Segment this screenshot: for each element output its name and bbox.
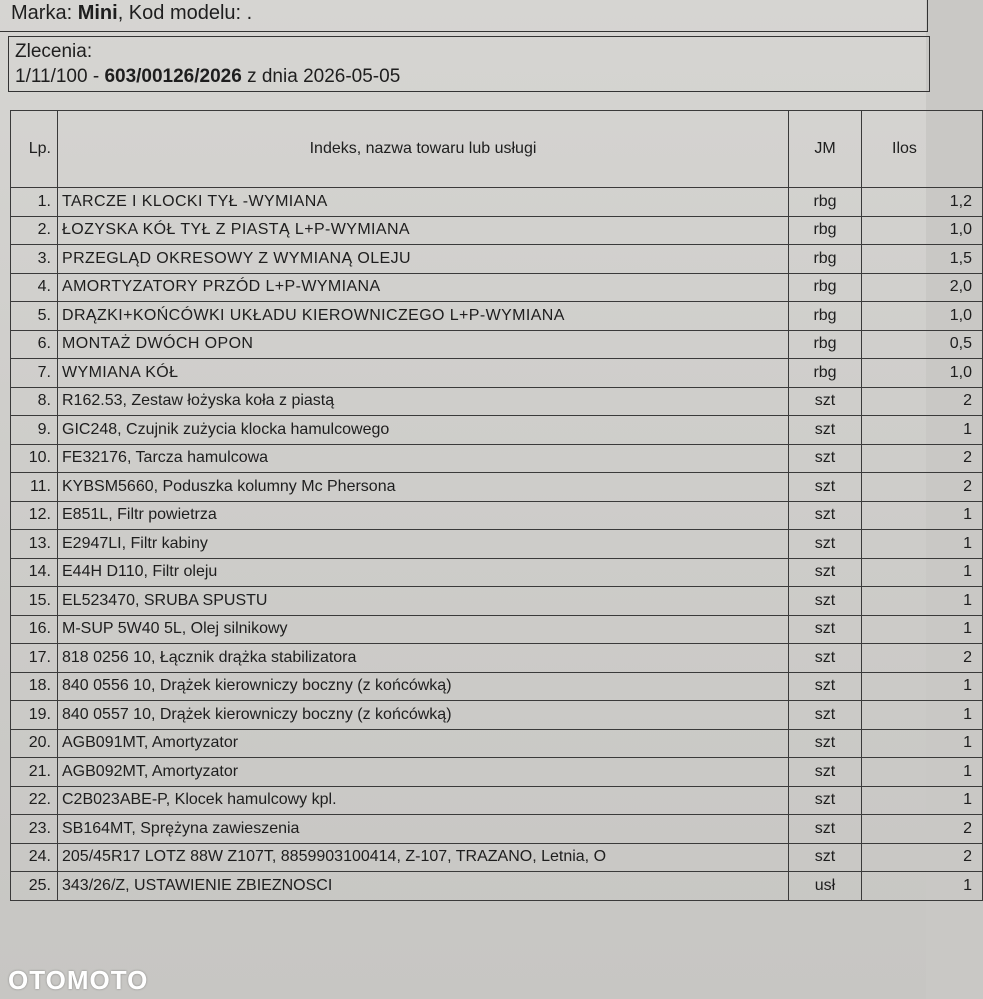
otomoto-watermark-logo: OTOMOTO [8, 965, 149, 995]
order-box [8, 36, 930, 92]
row-lp: 25. [11, 872, 58, 901]
row-jm: szt [789, 815, 862, 844]
table-row [11, 587, 983, 616]
row-name: 343/26/Z, USTAWIENIE ZBIEZNOSCI [58, 872, 789, 901]
row-qty: 1 [862, 416, 983, 445]
row-lp: 17. [11, 644, 58, 673]
row-jm: rbg [789, 216, 862, 245]
row-lp: 18. [11, 672, 58, 701]
row-jm: szt [789, 786, 862, 815]
row-jm: rbg [789, 330, 862, 359]
row-qty: 1 [862, 701, 983, 730]
row-qty: 1,5 [862, 245, 983, 274]
table-row [11, 273, 983, 302]
row-name: 840 0557 10, Drążek kierowniczy boczny (z końcówką) [58, 701, 789, 730]
row-jm: szt [789, 587, 862, 616]
row-name: WYMIANA KÓŁ [58, 359, 789, 388]
table-row [11, 530, 983, 559]
table-row [11, 302, 983, 331]
row-lp: 2. [11, 216, 58, 245]
row-name: R162.53, Zestaw łożyska koła z piastą [58, 387, 789, 416]
row-name: 840 0556 10, Drążek kierowniczy boczny (z końcówką) [58, 672, 789, 701]
items-table [10, 110, 983, 901]
order-date: z dnia 2026-05-05 [241, 66, 401, 87]
row-jm: rbg [789, 245, 862, 274]
header-name: Indeks, nazwa towaru lub usługi [58, 111, 789, 188]
table-row [11, 729, 983, 758]
row-name: E2947LI, Filtr kabiny [58, 530, 789, 559]
row-qty: 2 [862, 473, 983, 502]
table-row [11, 644, 983, 673]
row-jm: szt [789, 558, 862, 587]
row-lp: 23. [11, 815, 58, 844]
row-qty: 1 [862, 758, 983, 787]
table-row [11, 387, 983, 416]
row-name: FE32176, Tarcza hamulcowa [58, 444, 789, 473]
vehicle-info-box [0, 0, 928, 32]
row-name: KYBSM5660, Poduszka kolumny Mc Phersona [58, 473, 789, 502]
row-qty: 2,0 [862, 273, 983, 302]
row-jm: szt [789, 444, 862, 473]
row-jm: usł [789, 872, 862, 901]
row-lp: 16. [11, 615, 58, 644]
row-name: PRZEGLĄD OKRESOWY Z WYMIANĄ OLEJU [58, 245, 789, 274]
row-jm: szt [789, 843, 862, 872]
row-name: M-SUP 5W40 5L, Olej silnikowy [58, 615, 789, 644]
row-jm: szt [789, 416, 862, 445]
row-jm: szt [789, 501, 862, 530]
table-row [11, 188, 983, 217]
row-lp: 9. [11, 416, 58, 445]
table-row [11, 843, 983, 872]
row-qty: 2 [862, 843, 983, 872]
row-jm: rbg [789, 188, 862, 217]
table-row [11, 444, 983, 473]
row-lp: 21. [11, 758, 58, 787]
row-jm: rbg [789, 302, 862, 331]
row-lp: 6. [11, 330, 58, 359]
row-name: DRĄZKI+KOŃCÓWKI UKŁADU KIEROWNICZEGO L+P-WYMIANA [58, 302, 789, 331]
row-lp: 1. [11, 188, 58, 217]
table-row [11, 701, 983, 730]
row-qty: 1,0 [862, 359, 983, 388]
row-qty: 1 [862, 786, 983, 815]
table-row [11, 416, 983, 445]
header-qty: Ilos [862, 111, 983, 188]
row-name: SB164MT, Sprężyna zawieszenia [58, 815, 789, 844]
row-lp: 10. [11, 444, 58, 473]
header-jm: JM [789, 111, 862, 188]
row-lp: 15. [11, 587, 58, 616]
table-row [11, 216, 983, 245]
row-qty: 2 [862, 387, 983, 416]
row-qty: 1 [862, 729, 983, 758]
row-lp: 3. [11, 245, 58, 274]
row-qty: 2 [862, 644, 983, 673]
row-lp: 7. [11, 359, 58, 388]
row-qty: 1 [862, 872, 983, 901]
row-lp: 8. [11, 387, 58, 416]
row-qty: 1,2 [862, 188, 983, 217]
row-qty: 2 [862, 444, 983, 473]
row-name: AMORTYZATORY PRZÓD L+P-WYMIANA [58, 273, 789, 302]
row-jm: szt [789, 644, 862, 673]
vehicle-make: Mini [77, 2, 118, 24]
table-row [11, 473, 983, 502]
table-row [11, 672, 983, 701]
row-lp: 4. [11, 273, 58, 302]
row-name: GIC248, Czujnik zużycia klocka hamulcowego [58, 416, 789, 445]
table-row [11, 758, 983, 787]
row-jm: szt [789, 387, 862, 416]
table-row [11, 501, 983, 530]
row-name: C2B023ABE-P, Klocek hamulcowy kpl. [58, 786, 789, 815]
row-name: AGB091MT, Amortyzator [58, 729, 789, 758]
row-lp: 22. [11, 786, 58, 815]
row-jm: rbg [789, 359, 862, 388]
row-qty: 1 [862, 501, 983, 530]
header-lp: Lp. [11, 111, 58, 188]
row-lp: 11. [11, 473, 58, 502]
row-jm: szt [789, 729, 862, 758]
row-jm: szt [789, 758, 862, 787]
row-lp: 5. [11, 302, 58, 331]
vehicle-info-line: Marka: Mini, Kod modelu: . [11, 2, 253, 24]
row-lp: 19. [11, 701, 58, 730]
table-row [11, 615, 983, 644]
order-number-line: 1/11/100 - 603/00126/2026 z dnia 2026-05-05 [15, 66, 401, 87]
row-name: AGB092MT, Amortyzator [58, 758, 789, 787]
row-name: E851L, Filtr powietrza [58, 501, 789, 530]
order-number: 603/00126/2026 [104, 66, 242, 87]
table-header-row [11, 111, 983, 188]
row-jm: szt [789, 672, 862, 701]
table-row [11, 359, 983, 388]
row-lp: 24. [11, 843, 58, 872]
table-row [11, 815, 983, 844]
row-lp: 13. [11, 530, 58, 559]
row-qty: 1 [862, 558, 983, 587]
row-qty: 1,0 [862, 302, 983, 331]
row-jm: szt [789, 615, 862, 644]
row-qty: 1,0 [862, 216, 983, 245]
row-jm: szt [789, 701, 862, 730]
table-row [11, 558, 983, 587]
row-qty: 2 [862, 815, 983, 844]
row-name: E44H D110, Filtr oleju [58, 558, 789, 587]
row-jm: rbg [789, 273, 862, 302]
row-lp: 12. [11, 501, 58, 530]
order-title: Zlecenia: [15, 41, 93, 62]
row-name: ŁOZYSKA KÓŁ TYŁ Z PIASTĄ L+P-WYMIANA [58, 216, 789, 245]
table-row [11, 245, 983, 274]
table-row [11, 330, 983, 359]
row-qty: 1 [862, 530, 983, 559]
row-name: TARCZE I KLOCKI TYŁ -WYMIANA [58, 188, 789, 217]
row-qty: 0,5 [862, 330, 983, 359]
row-jm: szt [789, 473, 862, 502]
row-lp: 14. [11, 558, 58, 587]
row-qty: 1 [862, 587, 983, 616]
table-row [11, 872, 983, 901]
row-name: EL523470, SRUBA SPUSTU [58, 587, 789, 616]
row-jm: szt [789, 530, 862, 559]
row-lp: 20. [11, 729, 58, 758]
row-name: 818 0256 10, Łącznik drążka stabilizatora [58, 644, 789, 673]
row-qty: 1 [862, 615, 983, 644]
row-qty: 1 [862, 672, 983, 701]
table-row [11, 786, 983, 815]
row-name: MONTAŻ DWÓCH OPON [58, 330, 789, 359]
row-name: 205/45R17 LOTZ 88W Z107T, 8859903100414, Z-107, TRAZANO, Letnia, O [58, 843, 789, 872]
